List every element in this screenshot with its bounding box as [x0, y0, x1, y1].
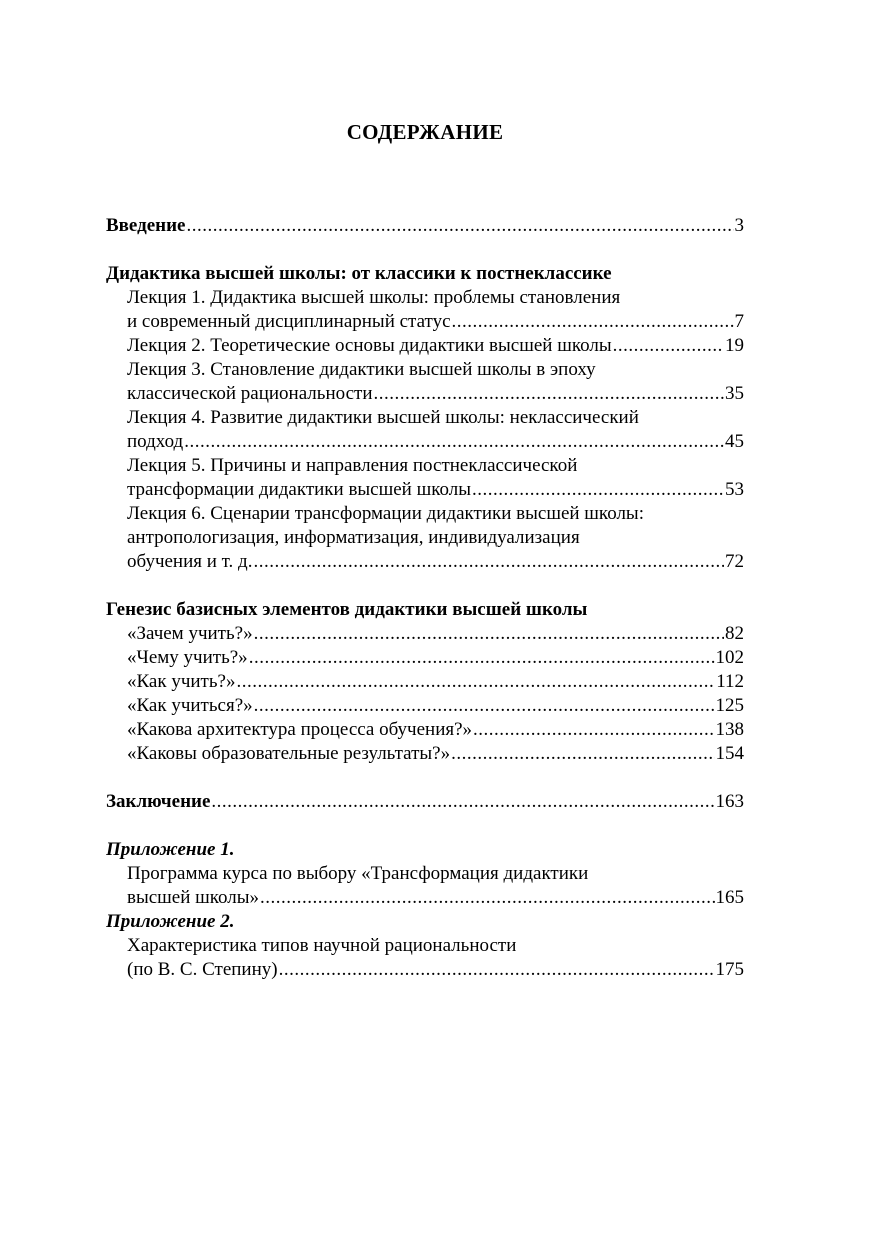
- toc-entry-question-6[interactable]: [106, 742, 744, 766]
- toc-entry-title: и современный дисциплинарный статус: [127, 311, 451, 332]
- appendix-heading: Приложение 1.: [106, 839, 235, 860]
- toc-page-number: 19: [725, 335, 744, 356]
- toc-page-number: 125: [715, 695, 744, 716]
- toc-entry-text: Программа курса по выбору «Трансформация дидактики: [127, 863, 589, 884]
- toc-entry-title: подход: [127, 431, 184, 452]
- toc-entry-title: обучения и т. д.: [127, 551, 253, 572]
- toc-entry-question-2[interactable]: [106, 646, 744, 670]
- dot-leader: [472, 478, 724, 502]
- toc-entry-title: (по В. С. Степину): [127, 959, 278, 980]
- section-heading: Дидактика высшей школы: от классики к постнеклассике: [106, 263, 612, 284]
- toc-page-number: 82: [725, 623, 744, 644]
- dot-leader: [452, 310, 734, 334]
- toc-page-number: 53: [725, 479, 744, 500]
- toc-entry-question-5[interactable]: [106, 718, 744, 742]
- toc-page-number: 7: [734, 311, 744, 332]
- toc-entry-text: Лекция 5. Причины и направления постнеклассической: [127, 455, 578, 476]
- dot-leader: [473, 718, 714, 742]
- toc-entry-question-4[interactable]: [106, 694, 744, 718]
- dot-leader: [254, 694, 715, 718]
- toc-page-number: 163: [715, 791, 744, 812]
- dot-leader: [253, 550, 724, 574]
- toc-entry-lecture-3[interactable]: [106, 382, 744, 406]
- toc-page-number: 138: [715, 719, 744, 740]
- toc-entry-title: классической рациональности: [127, 383, 373, 404]
- toc-entry-text: Лекция 3. Становление дидактики высшей школы в эпоху: [127, 359, 596, 380]
- toc-entry-intro[interactable]: [106, 214, 744, 238]
- toc-entry-title: Заключение: [106, 791, 211, 812]
- toc-entry-text: Лекция 1. Дидактика высшей школы: проблемы становления: [127, 287, 621, 308]
- dot-leader: [236, 670, 715, 694]
- toc-entry-question-3[interactable]: [106, 670, 744, 694]
- toc-page-number: 35: [725, 383, 744, 404]
- toc-entry-lecture-6[interactable]: [106, 550, 744, 574]
- dot-leader: [279, 958, 715, 982]
- toc-entry-title: Введение: [106, 215, 186, 236]
- toc-entry-title: трансформации дидактики высшей школы: [127, 479, 471, 500]
- toc-entry-text: Лекция 4. Развитие дидактики высшей школы: неклассический: [127, 407, 639, 428]
- toc-entry-text: Характеристика типов научной рациональности: [127, 935, 517, 956]
- toc-entry-conclusion[interactable]: [106, 790, 744, 814]
- dot-leader: [374, 382, 725, 406]
- toc-entry-lecture-1[interactable]: [106, 310, 744, 334]
- toc-entry-question-1[interactable]: [106, 622, 744, 646]
- section-heading: Генезис базисных элементов дидактики высшей школы: [106, 599, 588, 620]
- toc-entry-title: «Каковы образовательные результаты?»: [127, 743, 451, 764]
- dot-leader: [184, 430, 724, 454]
- toc-entry-title: «Как учиться?»: [127, 695, 253, 716]
- toc-entry-text: антропологизация, информатизация, индивидуализация: [127, 527, 580, 548]
- toc-entry-lecture-2[interactable]: [106, 334, 744, 358]
- toc-entry-appendix-1[interactable]: [106, 886, 744, 910]
- dot-leader: [211, 790, 714, 814]
- toc-page-number: 165: [715, 887, 744, 908]
- dot-leader: [254, 622, 724, 646]
- table-of-contents: [106, 214, 744, 982]
- toc-entry-title: «Зачем учить?»: [127, 623, 253, 644]
- dot-leader: [187, 214, 734, 238]
- toc-entry-lecture-4[interactable]: [106, 430, 744, 454]
- dot-leader: [451, 742, 714, 766]
- dot-leader: [260, 886, 714, 910]
- toc-page-number: 154: [715, 743, 744, 764]
- toc-entry-title: «Как учить?»: [127, 671, 236, 692]
- dot-leader: [249, 646, 715, 670]
- toc-entry-lecture-5[interactable]: [106, 478, 744, 502]
- toc-page-number: 112: [716, 671, 744, 692]
- toc-entry-title: Лекция 2. Теоретические основы дидактики высшей школы: [127, 335, 612, 356]
- page-title: СОДЕРЖАНИЕ: [346, 120, 504, 144]
- toc-page-number: 45: [725, 431, 744, 452]
- dot-leader: [613, 334, 724, 358]
- toc-entry-title: «Чему учить?»: [127, 647, 248, 668]
- toc-page-number: 72: [725, 551, 744, 572]
- toc-entry-title: «Какова архитектура процесса обучения?»: [127, 719, 473, 740]
- appendix-heading: Приложение 2.: [106, 911, 235, 932]
- toc-page-number: 175: [715, 959, 744, 980]
- toc-entry-title: высшей школы»: [127, 887, 260, 908]
- toc-page-number: 102: [715, 647, 744, 668]
- toc-entry-appendix-2[interactable]: [106, 958, 744, 982]
- toc-entry-text: Лекция 6. Сценарии трансформации дидактики высшей школы:: [127, 503, 644, 524]
- toc-page-number: 3: [734, 215, 744, 236]
